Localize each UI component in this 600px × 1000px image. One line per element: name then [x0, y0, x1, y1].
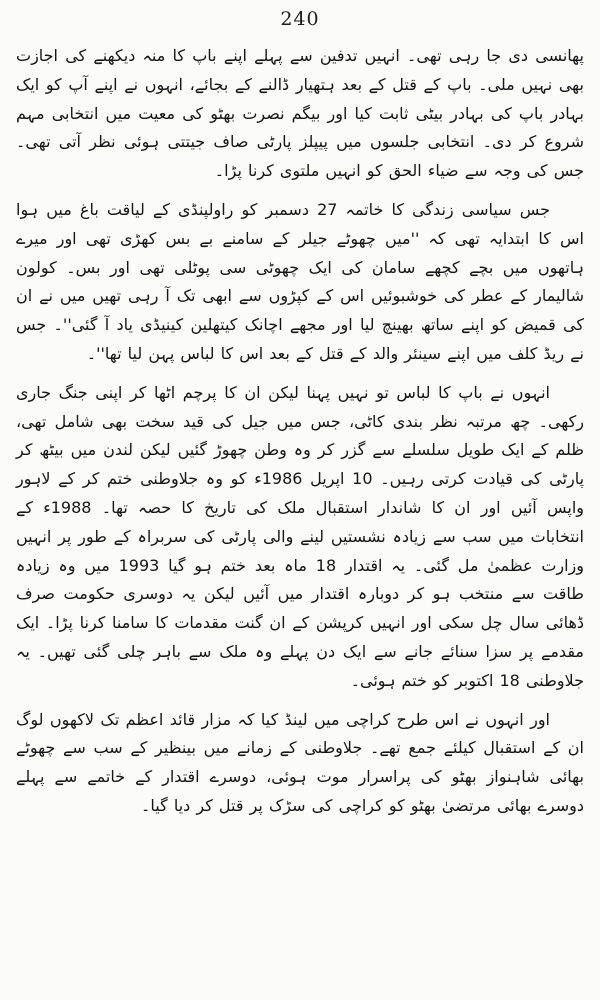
paragraph-1: پھانسی دی جا رہی تھی۔ انہیں تدفین سے پہلے اپنے باپ کا منہ دیکھنے کی اجازت بھی نہیں ملی۔ باپ کے قتل کے بعد ہتھیار ڈالنے کے بجائے، انہوں نے اپنے آپ کو ایک بہادر باپ کی بہادر بیٹی ثابت کیا اور بیگم نصرت بھٹو کی معیت میں انتخابی مہم شروع کر دی۔ انتخابی جلسوں میں پیپلز پارٹی صاف جیتتی ہوئی نظر آتی تھی۔ جس کی وجہ سے ضیاء الحق کو انہیں ملتوی کرنا پڑا۔	[16, 46, 584, 181]
page-number: 240	[280, 8, 320, 30]
paragraph-2: جس سیاسی زندگی کا خاتمہ 27 دسمبر کو راولپنڈی کے لیاقت باغ میں ہوا اس کا ابتدایہ تھی کہ ''میں چھوٹے جیلر کے سامنے بے بس کھڑی تھی اور میرے ہاتھوں میں بچے کچھے سامان کی ایک چھوٹی سی پوٹلی تھی اور بس۔ کولون شالیمار کے عطر کی خوشبوئیں اس کے کپڑوں سے ابھی تک آ رہی تھیں میں نے ان کی قمیض کو اپنے ساتھ بھینچ لیا اور مجھے اچانک کیتھلین کینیڈی یاد آ گئی''۔ جس نے ریڈ کلف میں اپنے سینئر والد کے قتل کے بعد اس کا لباس پہن لیا تھا''۔	[16, 199, 584, 363]
paragraph-4: اور انہوں نے اس طرح کراچی میں لینڈ کیا کہ مزار قائد اعظم تک لاکھوں لوگ ان کے استقبال کیلئے جمع تھے۔ جلاوطنی کے زمانے میں بینظیر کے سب سے چھوٹے بھائی شاہنواز بھٹو کی پراسرار موت ہوئی، دوسرے اقتدار کے خاتمے سے پہلے دوسرے بھائی مرتضیٰ بھٹو کو کراچی کی سڑک پر قتل کر دیا گیا۔	[16, 709, 584, 815]
paragraph-3: انہوں نے باپ کا لباس تو نہیں پہنا لیکن ان کا پرچم اٹھا کر اپنی جنگ جاری رکھی۔ چھ مرتبہ نظر بندی کاٹی، جس میں جیل کی قید سخت بھی شامل تھی، ظلم کے ایک طویل سلسلے سے گزر کر وہ وطن چھوڑ گئیں لیکن لندن میں بیٹھ کر پارٹی کی قیادت کرتی رہیں۔ 10 اپریل 1986ء کو وہ جلاوطنی ختم کر کے لاہور واپس آئیں اور ان کا شاندار استقبال ملک کی تاریخ کا حصہ تھا۔ 1988ء کے انتخابات میں سب سے زیادہ نشستیں لینے والی پارٹی کی سربراہ کے طور پر انہیں وزارت عظمیٰ مل گئی۔ یہ اقتدار 18 ماہ بعد ختم ہو گیا 1993 میں وہ زیادہ طاقت سے منتخب ہو کر دوبارہ اقتدار میں آئیں لیکن یہ دوسری حکومت صرف ڈھائی سال چل سکی اور انہیں کرپشن کے ان گنت مقدمات کا سامنا کرنا پڑا۔ ایک مقدمے پر سزا سنائے جانے سے ایک دن پہلے وہ ملک سے باہر چلی گئی تھیں۔ یہ جلاوطنی 18 اکتوبر کو ختم ہوئی۔	[16, 382, 585, 690]
